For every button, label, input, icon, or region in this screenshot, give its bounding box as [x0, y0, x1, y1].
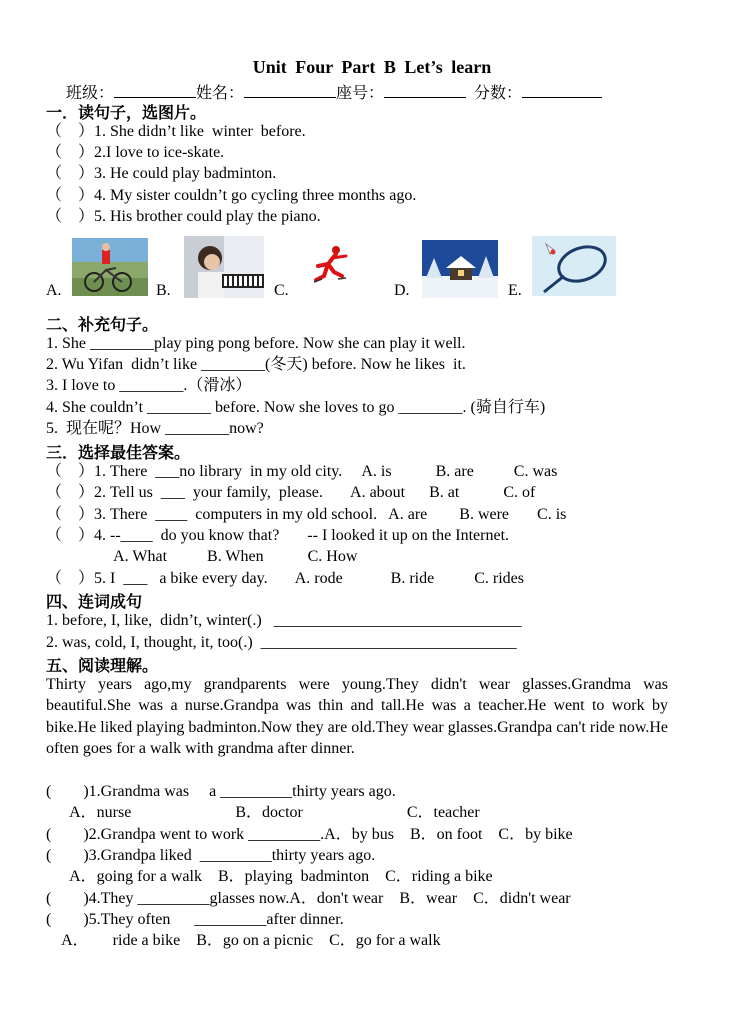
part5-item: ( )4.They _________glasses now.A．don't wear B．wear C．didn't wear: [46, 890, 571, 907]
part5-options: A．going for a walk B．playing badminton C．riding a bike: [46, 868, 493, 885]
part5-options: A．nurse B．doctor C．teacher: [46, 804, 480, 821]
part2-item: 2. Wu Yifan didn’t like ________(冬天) before. Now he likes it.: [46, 356, 466, 373]
part5-item: ( )1.Grandma was a _________thirty years ago.: [46, 783, 396, 800]
part4-item: 1. before, I, like, didn’t, winter(.) _______________________________: [46, 612, 522, 629]
part5-item: ( )3.Grandpa liked _________thirty years ago.: [46, 847, 376, 864]
part3-item: （ ）4. --____ do you know that? -- I looked it up on the Internet.: [46, 527, 510, 544]
picture-label-b: B.: [156, 282, 171, 299]
section-2-heading: 二、补充句子。: [46, 315, 159, 334]
part3-item: （ ）1. There ___no library in my old city. A. is B. are C. was: [46, 463, 558, 480]
girl-piano-photo: [184, 236, 264, 298]
part2-item: 1. She ________play ping pong before. Now she can play it well.: [46, 335, 466, 352]
part1-item: （ ）4. My sister couldn’t go cycling three months ago.: [46, 187, 417, 204]
part1-item: （ ）5. His brother could play the piano.: [46, 208, 321, 225]
picture-label-d: D.: [394, 282, 410, 299]
part5-item: ( )5.They often _________after dinner.: [46, 911, 344, 928]
seat-label: 座号：: [336, 85, 385, 102]
badminton-photo: [532, 236, 616, 296]
part5-options: A． ride a bike B．go on a picnic C．go for a walk: [46, 932, 441, 949]
snowy-house-photo: [422, 240, 498, 298]
girl-cycling-photo: [72, 238, 148, 296]
part3-item: （ ）2. Tell us ___ your family, please. A. about B. at C. of: [46, 484, 536, 501]
name-label: 姓名：: [196, 85, 245, 102]
part2-item: 3. I love to ________.（滑冰）: [46, 377, 252, 394]
score-blank[interactable]: [522, 83, 602, 98]
part2-item: 4. She couldn’t ________ before. Now she loves to go ________. (骑自行车): [46, 399, 546, 416]
ice-skater-photo: [312, 242, 352, 286]
picture-label-c: C.: [274, 282, 289, 299]
part3-options: A. What B. When C. How: [46, 548, 358, 565]
part4-item: 2. was, cold, I, thought, it, too(.) ________________________________: [46, 634, 517, 651]
seat-blank[interactable]: [384, 83, 466, 98]
part3-item: （ ）3. There ____ computers in my old school. A. are B. were C. is: [46, 506, 567, 523]
reading-passage: Thirty years ago,my grandparents were young.They didn't wear glasses.Grandma was beautiful.She was a nurse.Grandpa was thin and tall.He was a teacher.He went to work by bike.He liked playing badminton.Now they are old.They wear glasses.Grandpa can't ride now.He often goes for a walk with grandma after dinner.: [46, 676, 668, 758]
section-1-heading: 一．读句子，选图片。: [46, 103, 207, 122]
part5-item: ( )2.Grandpa went to work _________.A．by bus B．on foot C．by bike: [46, 826, 573, 843]
score-label: 分数：: [474, 85, 523, 102]
section-5-heading: 五、阅读理解。: [46, 656, 159, 675]
class-label: 班级：: [66, 85, 115, 102]
picture-label-e: E.: [508, 282, 522, 299]
section-3-heading: 三．选择最佳答案。: [46, 443, 191, 462]
page-title: Unit Four Part B Let’s learn: [252, 57, 492, 77]
part1-item: （ ）1. She didn’t like winter before.: [46, 123, 306, 140]
picture-label-a: A.: [46, 282, 62, 299]
part1-item: （ ）2.I love to ice-skate.: [46, 144, 225, 161]
part2-item: 5. 现在呢？How ________now?: [46, 420, 264, 437]
part3-item: （ ）5. I ___ a bike every day. A. rode B. ride C. rides: [46, 570, 524, 587]
name-blank[interactable]: [244, 83, 336, 98]
class-blank[interactable]: [114, 83, 196, 98]
part1-item: （ ）3. He could play badminton.: [46, 165, 277, 182]
section-4-heading: 四、连词成句: [46, 592, 143, 611]
